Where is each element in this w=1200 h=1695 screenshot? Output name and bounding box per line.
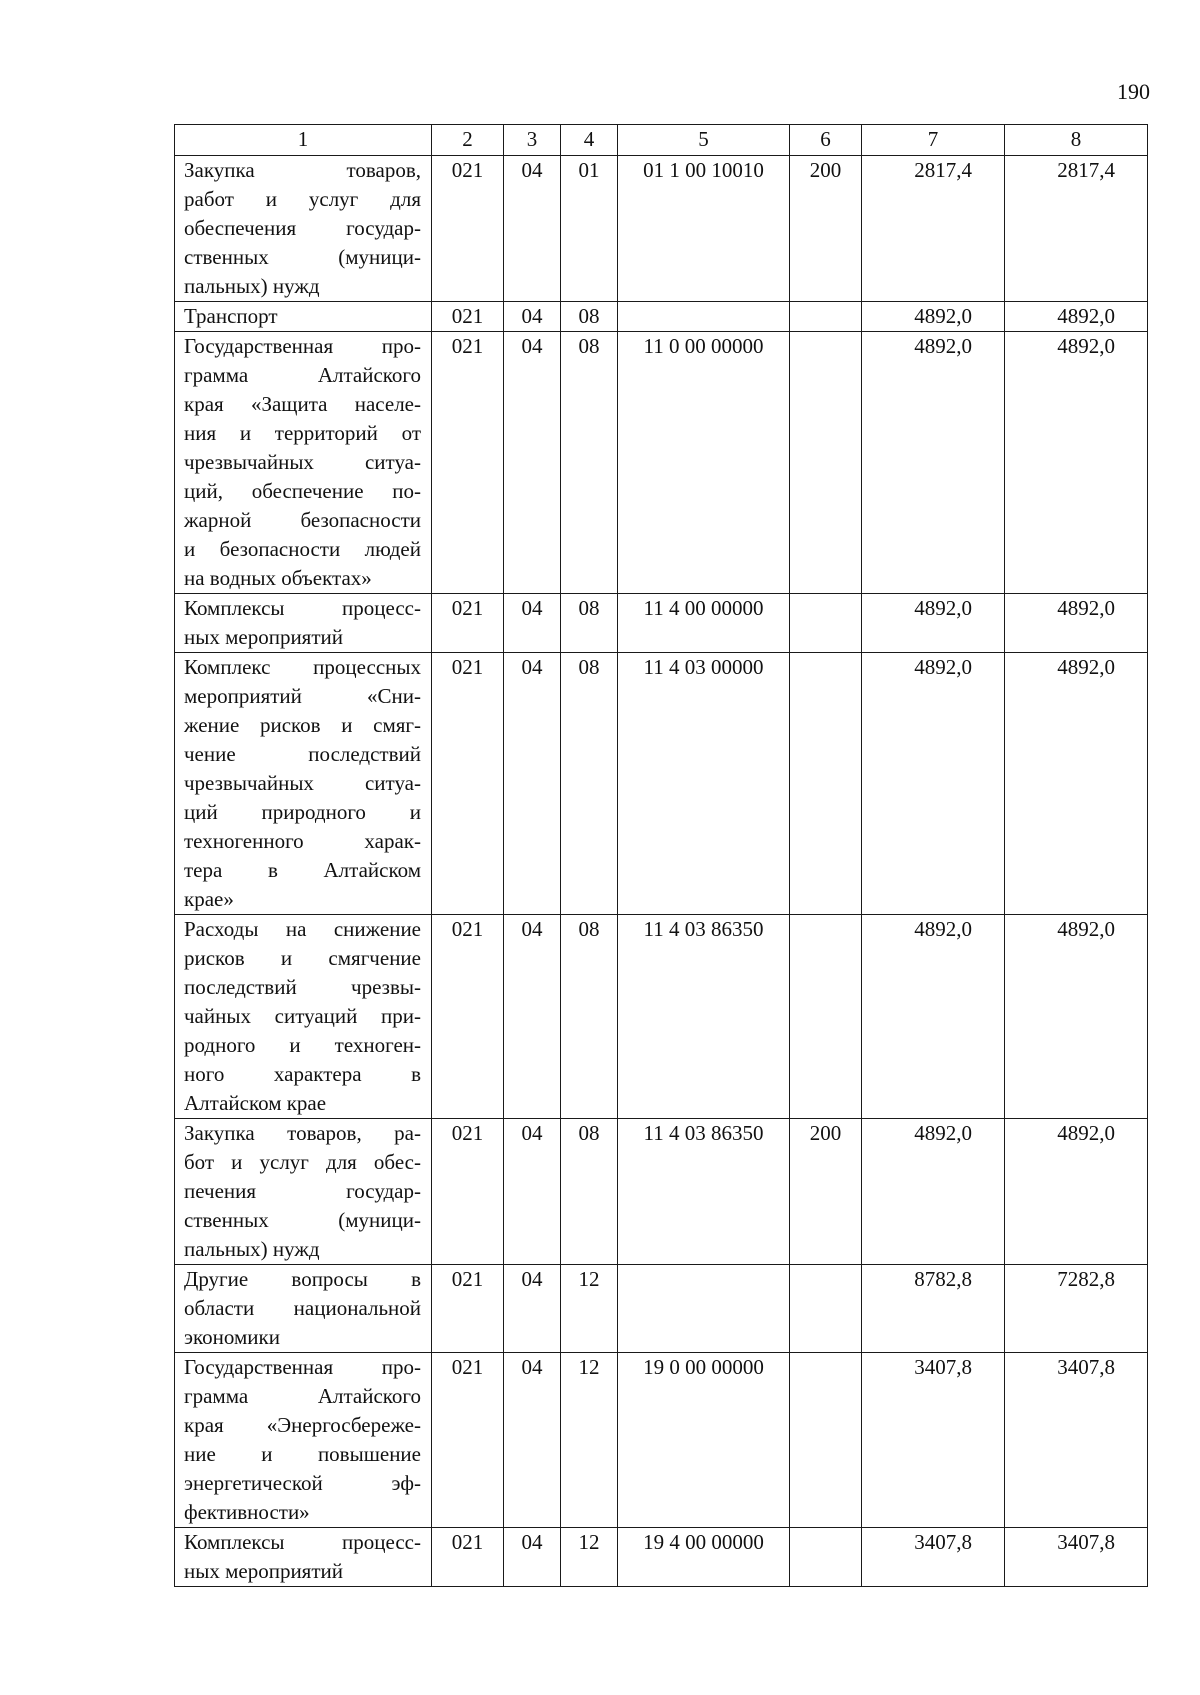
row-name-line: фективности» [184,1500,310,1524]
row-name [175,594,432,653]
row-target-code [618,1265,790,1353]
row-name [175,1119,432,1265]
header-cell: 3 [504,125,561,156]
row-sum-2: 4892,0 [1005,302,1148,332]
row-name-line: Государственная про- [184,334,421,358]
row-sum-2: 7282,8 [1005,1265,1148,1353]
row-expense-type-code [790,302,862,332]
row-sum-1: 8782,8 [862,1265,1005,1353]
row-name-line: чрезвычайных ситуа- [184,771,421,795]
row-expense-type-code [790,915,862,1119]
table-row [175,302,1148,332]
row-name-line: на водных объектах» [184,566,372,590]
row-sum-1: 4892,0 [862,1119,1005,1265]
row-name-line: Комплекс процессных [184,655,421,679]
row-name-line: грамма Алтайского [184,1384,421,1408]
row-admin-code: 021 [432,1353,504,1528]
row-sum-1: 3407,8 [862,1353,1005,1528]
header-cell: 4 [561,125,618,156]
row-name-line: жение рисков и смяг- [184,713,421,737]
header-cell: 2 [432,125,504,156]
row-name-line: Расходы на снижение [184,917,421,941]
table-row [175,1265,1148,1353]
row-sum-1: 4892,0 [862,332,1005,594]
row-sum-2: 4892,0 [1005,594,1148,653]
row-name [175,915,432,1119]
row-subsection-code: 01 [561,156,618,302]
table-row [175,1353,1148,1528]
row-name-line: Комплексы процесс- [184,1530,421,1554]
row-name-line: ние и повышение [184,1442,421,1466]
row-expense-type-code [790,1265,862,1353]
row-admin-code: 021 [432,653,504,915]
row-section-code: 04 [504,1528,561,1587]
row-subsection-code: 12 [561,1353,618,1528]
row-name-line: Другие вопросы в [184,1267,421,1291]
header-cell: 7 [862,125,1005,156]
row-name-line: родного и техноген- [184,1033,421,1057]
row-target-code: 19 0 00 00000 [618,1353,790,1528]
header-cell: 5 [618,125,790,156]
row-target-code: 11 0 00 00000 [618,332,790,594]
row-name-line: Закупка товаров, [184,158,421,182]
row-name-line: Комплексы процесс- [184,596,421,620]
row-sum-1: 2817,4 [862,156,1005,302]
row-name-line: крае» [184,887,234,911]
row-sum-2: 3407,8 [1005,1353,1148,1528]
budget-table [174,124,1148,1587]
row-name-line: ций, обеспечение по- [184,479,421,503]
row-name [175,1353,432,1528]
row-target-code: 11 4 00 00000 [618,594,790,653]
row-name [175,1528,432,1587]
row-subsection-code: 12 [561,1265,618,1353]
row-subsection-code: 12 [561,1528,618,1587]
row-name-line: чрезвычайных ситуа- [184,450,421,474]
row-name-line: грамма Алтайского [184,363,421,387]
row-name [175,1265,432,1353]
table-row [175,1528,1148,1587]
row-name-line: ного характера в [184,1062,421,1086]
row-name-line: чайных ситуаций при- [184,1004,421,1028]
row-admin-code: 021 [432,1265,504,1353]
table-row [175,653,1148,915]
row-name-line: ций природного и [184,800,421,824]
row-name-line: Алтайском крае [184,1091,327,1115]
row-name-line: тера в Алтайском [184,858,421,882]
row-name-line: пальных) нужд [184,274,320,298]
row-admin-code: 021 [432,915,504,1119]
header-cell: 8 [1005,125,1148,156]
row-section-code: 04 [504,1265,561,1353]
row-admin-code: 021 [432,594,504,653]
row-sum-2: 4892,0 [1005,332,1148,594]
row-name-line: бот и услуг для обес- [184,1150,421,1174]
row-section-code: 04 [504,156,561,302]
row-section-code: 04 [504,1119,561,1265]
row-name-line: обеспечения государ- [184,216,421,240]
row-target-code: 11 4 03 00000 [618,653,790,915]
row-name-line: техногенного харак- [184,829,421,853]
row-target-code: 11 4 03 86350 [618,915,790,1119]
row-name-line: ственных (муници- [184,245,421,269]
budget-table-body [175,156,1148,1587]
table-row [175,594,1148,653]
row-subsection-code: 08 [561,302,618,332]
row-subsection-code: 08 [561,1119,618,1265]
table-row [175,1119,1148,1265]
row-admin-code: 021 [432,1119,504,1265]
row-sum-2: 3407,8 [1005,1528,1148,1587]
row-target-code: 19 4 00 00000 [618,1528,790,1587]
row-name-line: печения государ- [184,1179,421,1203]
row-subsection-code: 08 [561,653,618,915]
table-row [175,915,1148,1119]
row-name-line: Транспорт [184,304,278,328]
row-section-code: 04 [504,653,561,915]
row-section-code: 04 [504,915,561,1119]
row-expense-type-code [790,332,862,594]
row-sum-1: 4892,0 [862,302,1005,332]
row-name [175,653,432,915]
row-section-code: 04 [504,302,561,332]
row-name-line: жарной безопасности [184,508,421,532]
row-name-line: мероприятий «Сни- [184,684,421,708]
row-name-line: края «Защита населе- [184,392,421,416]
header-row [175,125,1148,156]
row-sum-2: 2817,4 [1005,156,1148,302]
row-name [175,332,432,594]
table-row [175,156,1148,302]
row-target-code: 11 4 03 86350 [618,1119,790,1265]
row-name-line: энергетической эф- [184,1471,421,1495]
row-name-line: ных мероприятий [184,625,343,649]
row-name-line: пальных) нужд [184,1237,320,1261]
table-row [175,332,1148,594]
row-name-line: Государственная про- [184,1355,421,1379]
row-name-line: рисков и смягчение [184,946,421,970]
row-admin-code: 021 [432,156,504,302]
row-expense-type-code: 200 [790,156,862,302]
row-expense-type-code [790,1353,862,1528]
row-admin-code: 021 [432,302,504,332]
row-section-code: 04 [504,332,561,594]
row-subsection-code: 08 [561,915,618,1119]
row-expense-type-code [790,594,862,653]
row-name [175,302,432,332]
row-name-line: Закупка товаров, ра- [184,1121,421,1145]
row-sum-2: 4892,0 [1005,653,1148,915]
row-target-code: 01 1 00 10010 [618,156,790,302]
row-section-code: 04 [504,594,561,653]
row-sum-1: 4892,0 [862,594,1005,653]
row-sum-2: 4892,0 [1005,915,1148,1119]
row-name-line: ственных (муници- [184,1208,421,1232]
row-name-line: чение последствий [184,742,421,766]
row-section-code: 04 [504,1353,561,1528]
row-name-line: и безопасности людей [184,537,421,561]
row-name-line: области национальной [184,1296,421,1320]
row-name [175,156,432,302]
row-expense-type-code [790,653,862,915]
row-subsection-code: 08 [561,332,618,594]
row-sum-1: 4892,0 [862,915,1005,1119]
row-expense-type-code: 200 [790,1119,862,1265]
header-cell: 1 [175,125,432,156]
row-sum-2: 4892,0 [1005,1119,1148,1265]
row-subsection-code: 08 [561,594,618,653]
row-sum-1: 3407,8 [862,1528,1005,1587]
row-expense-type-code [790,1528,862,1587]
row-name-line: края «Энергосбереже- [184,1413,421,1437]
row-name-line: ния и территорий от [184,421,421,445]
row-name-line: ных мероприятий [184,1559,343,1583]
row-target-code [618,302,790,332]
row-name-line: экономики [184,1325,280,1349]
header-cell: 6 [790,125,862,156]
row-admin-code: 021 [432,332,504,594]
page-number: 190 [1117,79,1150,104]
row-name-line: работ и услуг для [184,187,421,211]
row-sum-1: 4892,0 [862,653,1005,915]
row-admin-code: 021 [432,1528,504,1587]
row-name-line: последствий чрезвы- [184,975,421,999]
